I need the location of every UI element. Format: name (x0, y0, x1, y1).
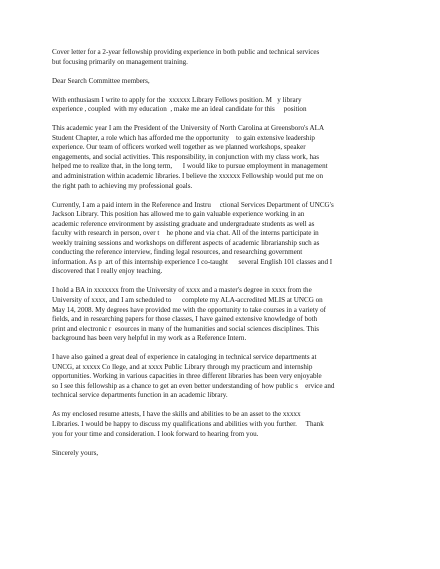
text-line: Currently, I am a paid intern in the Reference and Instru ctional Services Department of UNCG's (52, 200, 334, 209)
education-paragraph (52, 286, 392, 343)
text-line: information. As p art of this internship experience I co-taught several English 101 classes and I (52, 257, 333, 266)
text-line: helped me to realize that, in the long term, I would like to pursue employment in management (52, 162, 328, 171)
text-line: Cover letter for a 2-year fellowship providing experience in both public and technical services (52, 48, 320, 56)
text-line: Dear Search Committee members, (52, 76, 150, 85)
text-line: Libraries. I would be happy to discuss my qualifications and abilities with you further. Thank (52, 420, 324, 428)
text-line: print and electronic r esources in many of the humanities and social sciences disciplines. This (52, 324, 319, 333)
cataloging-paragraph (52, 353, 392, 401)
text-line: weekly training sessions and workshops on different aspects of academic librarianship such as (52, 238, 320, 247)
leadership-paragraph (52, 124, 392, 191)
text-line: the right path to achieving my professional goals. (52, 181, 193, 190)
text-line: so I see this fellowship as a chance to get an even better understanding of how public s ervice and (52, 381, 335, 390)
cover-letter-page (52, 48, 392, 468)
text-line: Jackson Library. This position has allowed me to gain valuable experience working in an (52, 210, 305, 219)
opening-paragraph (52, 96, 392, 115)
text-line: and administration within academic libraries. I believe the xxxxxx Fellowship would put me on (52, 171, 324, 180)
text-line: UNCG, at xxxxx Co llege, and at xxxx Public Library through my practicum and internship (52, 362, 313, 371)
internship-paragraph (52, 201, 392, 277)
text-line: Student Chapter, a role which has afforded me the opportunity to gain extensive leadership (52, 133, 315, 142)
text-line: academic reference environment by assisting graduate and undergraduate students as well as (52, 219, 315, 228)
text-line: With enthusiasm I write to apply for the xxxxxx Library Fellows position. M y library (52, 95, 302, 104)
text-line: background has been very helpful in my work as a Reference Intern. (52, 334, 247, 343)
text-line: you for your time and consideration. I look forward to hearing from you. (52, 429, 259, 438)
text-line: I have also gained a great deal of experience in cataloging in technical service departments at (52, 353, 317, 362)
closing-paragraph (52, 410, 392, 439)
text-line: discovered that I really enjoy teaching. (52, 267, 163, 276)
text-line: University of xxxx, and I am scheduled to complete my ALA-accredited MLIS at UNCG on (52, 295, 323, 304)
text-line: conducting the reference interview, finding legal resources, and researching government (52, 248, 303, 257)
text-line: I hold a BA in xxxxxxx from the University of xxxx and a master's degree in xxxx from the (52, 286, 312, 295)
text-line: May 14, 2008. My degrees have provided me with the opportunity to take courses in a variety of (52, 305, 327, 314)
text-line: experience , coupled with my education , make me an ideal candidate for this position (52, 105, 307, 114)
text-line: faculty with research in person, over t he phone and via chat. All of the interns participate in (52, 229, 319, 238)
text-line: opportunities. Working in various capacities in three different libraries has been very enjoyable (52, 372, 322, 381)
text-line: experience. Our team of officers worked well together as we planned workshops, speaker (52, 143, 306, 152)
text-line: Sincerely yours, (52, 448, 99, 457)
text-line: but focusing primarily on management training. (52, 57, 188, 66)
sign-off (52, 449, 392, 459)
text-line: technical service departments function in an academic library. (52, 391, 228, 400)
text-line: fields, and in researching papers for those classes, I have gained extensive knowledge of both (52, 315, 318, 324)
text-line: engagements, and social activities. This responsibility, in conjunction with my class work, has (52, 152, 319, 161)
salutation (52, 77, 392, 87)
text-line: This academic year I am the President of the University of North Carolina at Greensboro's ALA (52, 124, 325, 133)
intro-paragraph (52, 48, 392, 67)
text-line: As my enclosed resume attests, I have the skills and abilities to be an asset to the xxxxx (52, 410, 301, 419)
